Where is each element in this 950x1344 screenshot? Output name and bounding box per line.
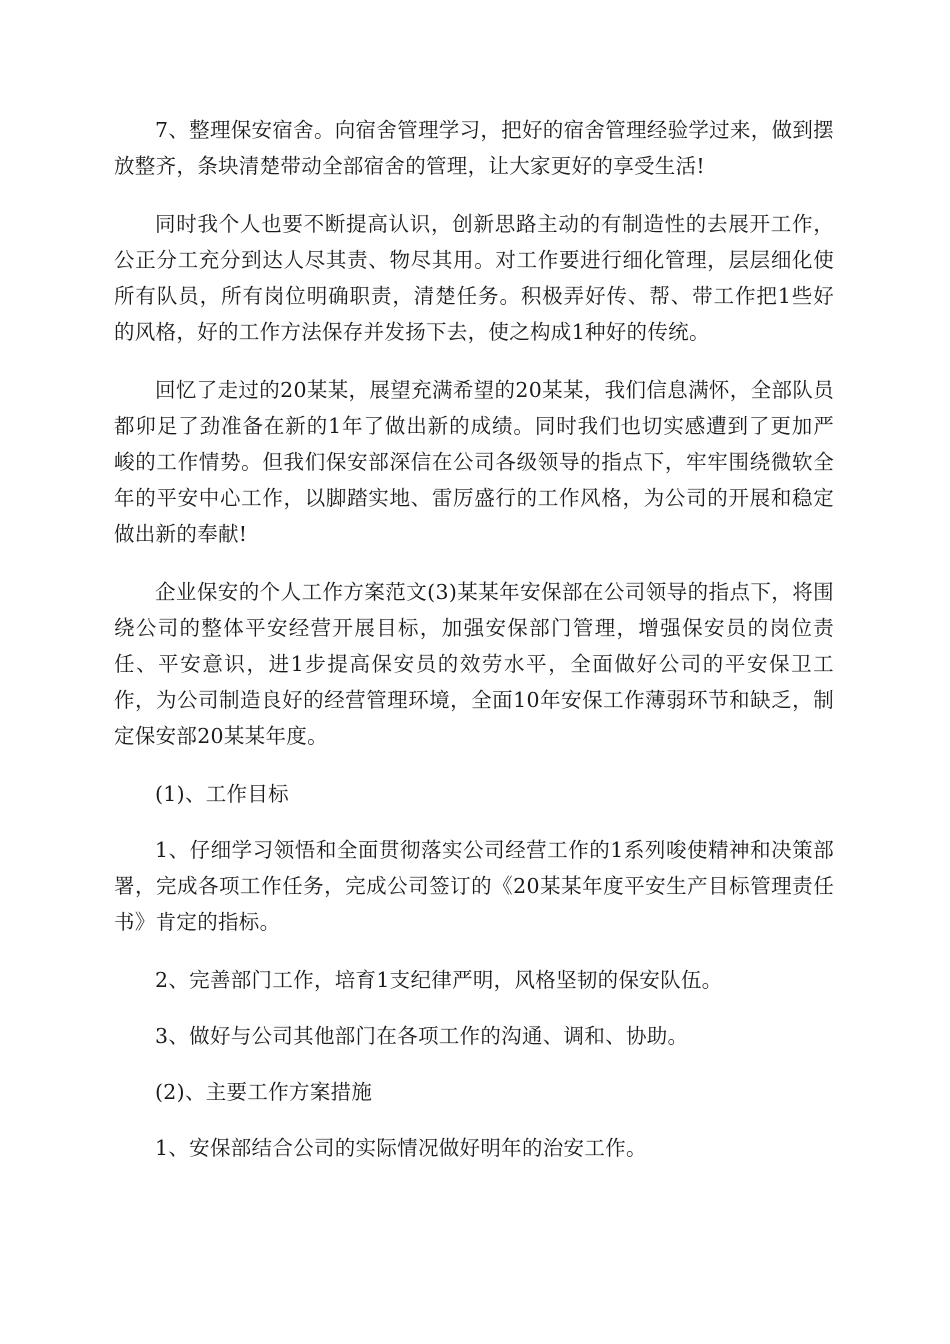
paragraph-review-outlook: 回忆了走过的20某某，展望充满希望的20某某，我们信息满怀，全部队员都卯足了劲准备在新的1年了做出新的成绩。同时我们也切实感遭到了更加严峻的工作情势。但我们保安部深信在公司各级领导的指点下，牢牢围绕微软全年的平安中心工作，以脚踏实地、雷厉盛行的工作风格，为公司的开展和稳定做出新的奉献!: [114, 378, 834, 546]
document-body: [114, 112, 834, 1188]
heading-main-measures: (2)、主要工作方案措施: [155, 1080, 373, 1104]
paragraph-goal-2: 2、完善部门工作，培育1支纪律严明，风格坚韧的保安队伍。: [155, 968, 723, 992]
paragraph-goal-1: 1、仔细学习领悟和全面贯彻落实公司经营工作的1系列唆使精神和决策部署，完成各项工作任务，完成公司签订的《20某某年度平安生产目标管理责任书》肯定的指标。: [114, 838, 834, 934]
paragraph-personal-improvement: 同时我个人也要不断提高认识，创新思路主动的有制造性的去展开工作，公正分工充分到达人尽其责、物尽其用。对工作要进行细化管理，层层细化使所有队员，所有岗位明确职责，清楚任务。积极弄好传、帮、带工作把1些好的风格，好的工作方法保存并发扬下去，使之构成1种好的传统。: [114, 212, 834, 344]
heading-work-goals: (1)、工作目标: [155, 782, 289, 806]
paragraph-plan-intro: 企业保安的个人工作方案范文(3)某某年安保部在公司领导的指点下，将围绕公司的整体平安经营开展目标，加强安保部门管理，增强保安员的岗位责任、平安意识，进1步提高保安员的效劳水平，全面做好公司的平安保卫工作，为公司制造良好的经营管理环境，全面10年安保工作薄弱环节和缺乏，制定保安部20某某年度。: [114, 580, 834, 748]
paragraph-measure-1: 1、安保部结合公司的实际情况做好明年的治安工作。: [155, 1136, 647, 1160]
paragraph-dormitory: 7、整理保安宿舍。向宿舍管理学习，把好的宿舍管理经验学过来，做到摆放整齐，条块清楚带动全部宿舍的管理，让大家更好的享受生活!: [114, 118, 834, 178]
paragraph-goal-3: 3、做好与公司其他部门在各项工作的沟通、调和、协助。: [155, 1024, 689, 1048]
